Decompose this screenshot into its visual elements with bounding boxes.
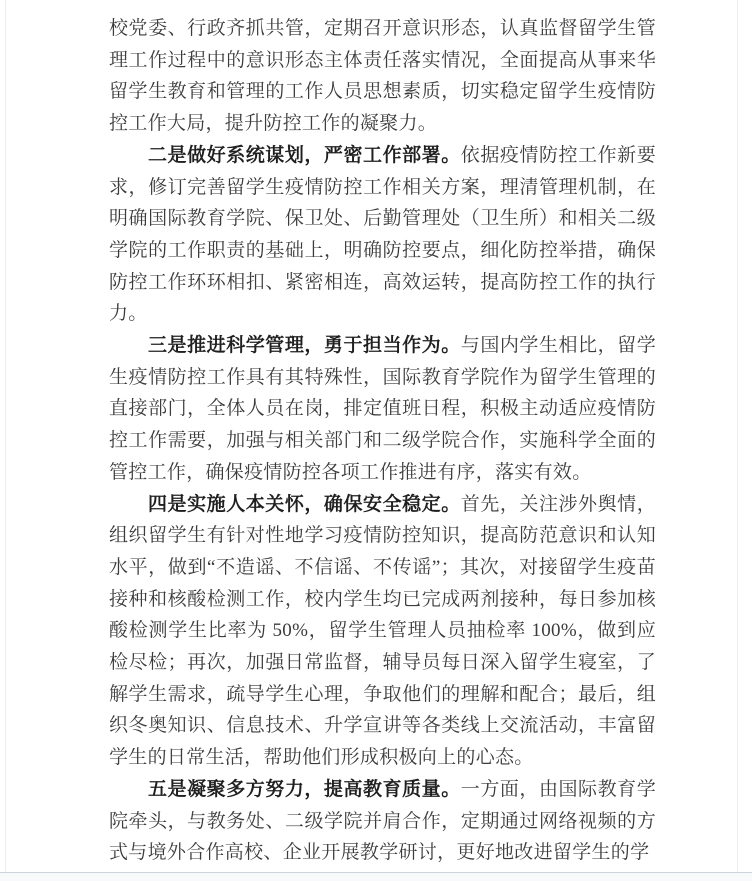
- page-edge-right: [737, 0, 738, 872]
- paragraph: [109, 489, 656, 774]
- paragraph: [109, 330, 656, 489]
- paragraph-heading: 四是实施人本关怀，确保安全稳定。: [148, 493, 461, 515]
- paragraph: [109, 140, 656, 330]
- paragraph-body: 校党委、行政齐抓共管，定期召开意识形态，认真监督留学生管理工作过程中的意识形态主体责任落实情况，全面提高从事来华留学生教育和管理的工作人员思想素质，切实稳定留学生疫情防控工作大局，提升防控工作的凝聚力。: [109, 18, 656, 135]
- paragraph-heading: 五是凝聚多方努力，提高教育质量。: [148, 778, 461, 800]
- paragraph-body: 依据疫情防控工作新要求，修订完善留学生疫情防控工作相关方案，理清管理机制，在明确国际教育学院、保卫处、后勤管理处（卫生所）和相关二级学院的工作职责的基础上，明确防控要点，细化防控举措，确保防控工作环环相扣、紧密相连，高效运转，提高防控工作的执行力。: [109, 144, 656, 325]
- paragraph: [109, 774, 656, 869]
- paragraph-body: 与国内学生相比，留学生疫情防控工作具有其特殊性，国际教育学院作为留学生管理的直接部门，全体人员在岗，排定值班日程，积极主动适应疫情防控工作需要，加强与相关部门和二级学院合作，实施科学全面的管控工作，确保疫情防控各项工作推进有序，落实有效。: [109, 335, 656, 483]
- paragraph: [109, 13, 656, 140]
- page-edge-left: [5, 0, 6, 872]
- paragraph-heading: 三是推进科学管理，勇于担当作为。: [148, 335, 461, 357]
- paragraph-body: 一方面，由国际教育学院牵头，与教务处、二级学院并肩合作，定期通过网络视频的方式与境外合作高校、企业开展教学研讨，更好地改进留学生的学: [109, 778, 656, 864]
- paragraph-heading: 二是做好系统谋划，严密工作部署。: [148, 144, 461, 166]
- document-page: [109, 13, 656, 869]
- viewer-bottom-edge: [0, 872, 752, 881]
- paragraph-body: 首先，关注涉外舆情，组织留学生有针对性地学习疫情防控知识，提高防范意识和认知水平，做到“不造谣、不信谣、不传谣”；其次，对接留学生疫苗接种和核酸检测工作，校内学生均已完成两剂接种，每日参加核酸检测学生比率为 50%，留学生管理人员抽检率 100%，做到应检尽检；再次，加强日常监督，辅导员每日深入留学生寝室，了解学生需求，疏导学生心理，争取他们的理解和配合；最后，组织冬奥知识、信息技术、升学宣讲等各类线上交流活动，丰富留学生的日常生活，帮助他们形成积极向上的心态。: [109, 493, 656, 769]
